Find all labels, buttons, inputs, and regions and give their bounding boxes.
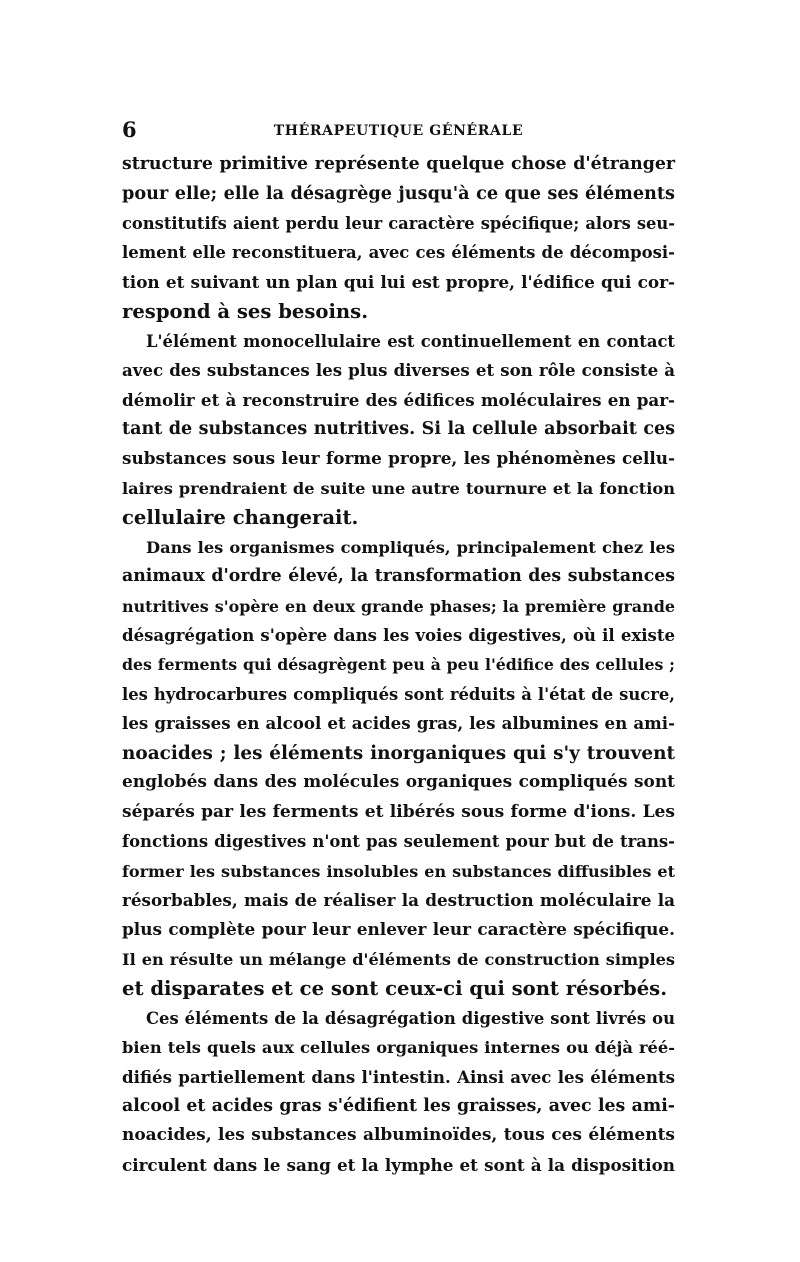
text-line: L'élément monocellulaire est continuellement en contact [146, 331, 675, 351]
text-line: englobés dans des molécules organiques compliqués sont [122, 772, 675, 793]
text-line: circulent dans le sang et la lymphe et sont à la disposition [122, 1154, 675, 1175]
text-line: tant de substances nutritives. Si la cellule absorbait ces [122, 418, 675, 439]
text-line: noacides ; les éléments inorganiques qui s'y trouvent [122, 742, 675, 764]
body-text [122, 150, 675, 1180]
paragraph-4 [122, 1004, 675, 1181]
text-line: animaux d'ordre élevé, la transformation des substances [122, 566, 675, 587]
text-line: former les substances insolubles en substances diffusibles et [122, 861, 675, 881]
text-line: lement elle reconstituera, avec ces éléments de décomposi- [122, 243, 675, 263]
paragraph-1 [122, 150, 675, 327]
text-line: fonctions digestives n'ont pas seulement pour but de trans- [122, 832, 675, 852]
text-line: cellulaire changerait. [122, 506, 359, 530]
text-line: nutritives s'opère en deux grande phases; la première grande [122, 596, 675, 616]
paragraph-3 [122, 533, 675, 1004]
text-line: bien tels quels aux cellules organiques internes ou déjà réé- [122, 1038, 675, 1058]
text-line: résorbables, mais de réaliser la destruction moléculaire la [122, 889, 675, 910]
running-title: THÉRAPEUTIQUE GÉNÉRALE [273, 123, 524, 139]
text-line: des ferments qui désagrègent peu à peu l'édifice des cellules ; [122, 655, 675, 675]
text-line: les graisses en alcool et acides gras, les albumines en ami- [122, 713, 675, 734]
text-line: laires prendraient de suite une autre tournure et la fonction [122, 478, 675, 498]
running-head [122, 119, 675, 141]
text-line: avec des substances les plus diverses et son rôle consiste à [122, 360, 675, 381]
text-line: Ces éléments de la désagrégation digestive sont livrés ou [146, 1008, 675, 1028]
text-line: pour elle; elle la désagrège jusqu'à ce que ses éléments [122, 183, 675, 205]
text-line: noacides, les substances albuminoïdes, tous ces éléments [122, 1125, 675, 1146]
paragraph-2 [122, 327, 675, 533]
page-number: 6 [122, 117, 137, 142]
text-line: et disparates et ce sont ceux-ci qui sont résorbés. [122, 977, 668, 1001]
text-line: respond à ses besoins. [122, 300, 369, 324]
text-line: tion et suivant un plan qui lui est propre, l'édifice qui cor- [122, 271, 675, 292]
text-line: désagrégation s'opère dans les voies digestives, où il existe [122, 625, 675, 645]
text-line: difiés partiellement dans l'intestin. Ainsi avec les éléments [122, 1066, 675, 1087]
text-line: Il en résulte un mélange d'éléments de construction simples [122, 949, 675, 969]
text-line: substances sous leur forme propre, les phénomènes cellu- [122, 448, 675, 469]
text-line: structure primitive représente quelque chose d'étranger [122, 154, 675, 174]
text-line: alcool et acides gras s'édifient les graisses, avec les ami- [122, 1096, 675, 1116]
text-line: plus complète pour leur enlever leur caractère spécifique. [122, 919, 675, 940]
text-line: séparés par les ferments et libérés sous forme d'ions. Les [122, 801, 675, 822]
text-line: constitutifs aient perdu leur caractère spécifique; alors seu- [122, 213, 675, 233]
text-line: les hydrocarbures compliqués sont réduits à l'état de sucre, [122, 684, 675, 704]
text-line: Dans les organismes compliqués, principalement chez les [146, 537, 675, 557]
text-line: démolir et à reconstruire des édifices moléculaires en par- [122, 389, 675, 410]
